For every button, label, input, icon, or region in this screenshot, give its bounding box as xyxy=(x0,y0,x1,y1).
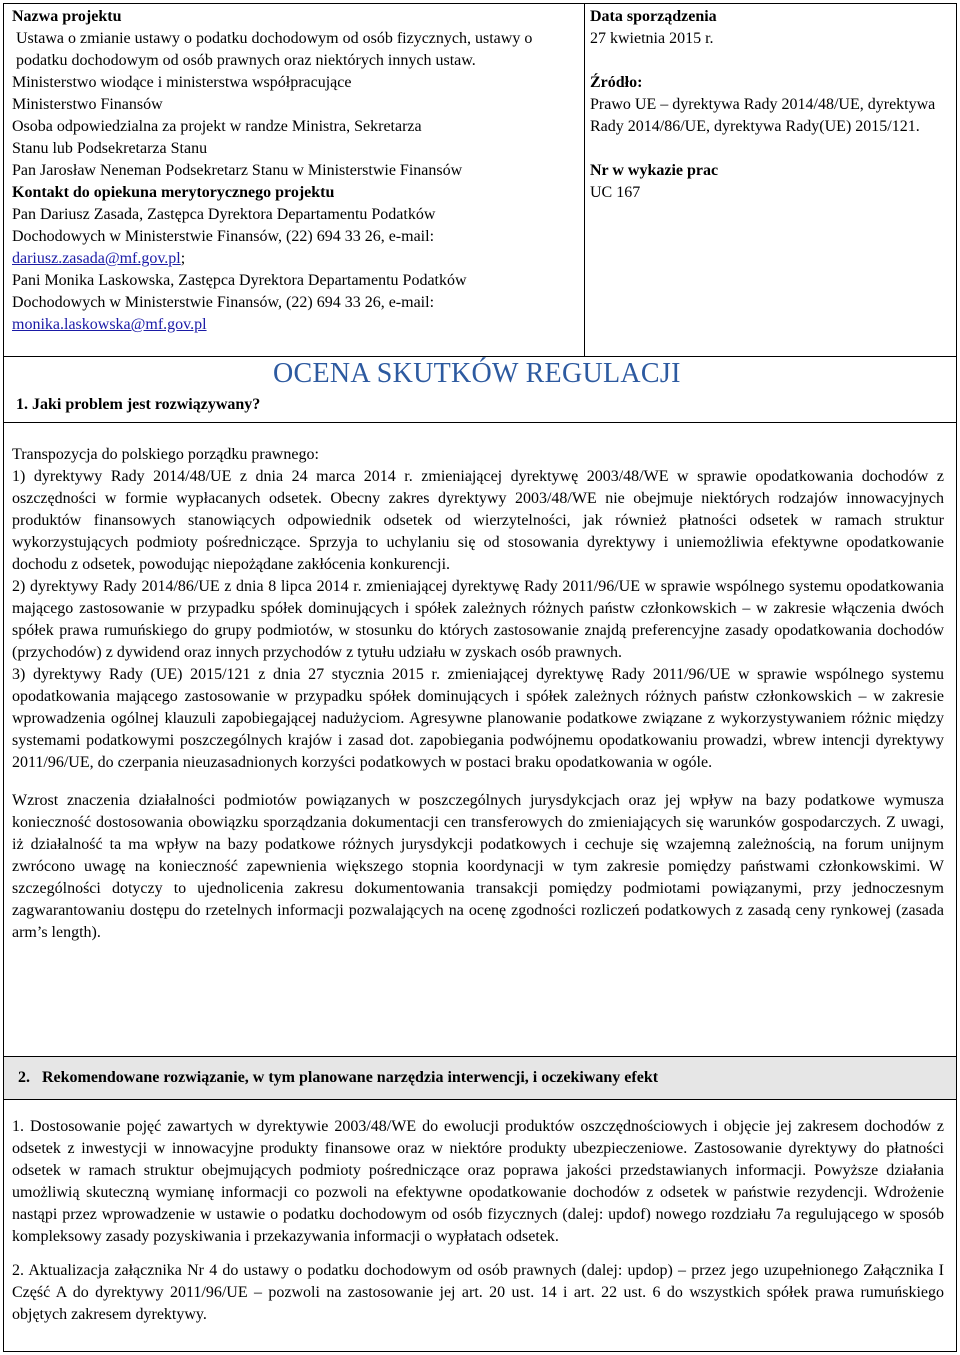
data-value: 27 kwietnia 2015 r. xyxy=(590,30,714,47)
header-column-divider xyxy=(584,4,585,356)
kontakt-label: Kontakt do opiekuna merytorycznego projektu xyxy=(12,184,335,201)
kontakt-1-email-link[interactable]: dariusz.zasada@mf.gov.pl xyxy=(12,250,181,267)
ocena-title: OCENA SKUTKÓW REGULACJI xyxy=(273,358,681,389)
ministerstwo-label: Ministerstwo wiodące i ministerstwa współpracujące xyxy=(12,74,352,91)
header-left xyxy=(12,6,582,336)
kontakt-2-email-link[interactable]: monika.laskowska@mf.gov.pl xyxy=(12,316,207,333)
osoba-label-2: Stanu lub Podsekretarza Stanu xyxy=(12,140,208,157)
kontakt-2-email-row xyxy=(12,314,582,336)
section1-heading-rule xyxy=(4,422,956,423)
section1-para-item1: 1) dyrektywy Rady 2014/48/UE z dnia 24 marca 2014 r. zmieniającej dyrektywę 2003/48/WE w sprawie opodatkowania dochodów z oszczędności w formie wypłacanych odsetek. Obecny zakres dyrektywy 2003/48/WE nie obejmuje niektórych rodzajów innowacyjnych produktów finansowych stanowiących odpowiednik odsetek od wierzytelności, jak również płatności odsetek w ramach struktur wykorzystujących podmioty pośredniczące. Sprzyja to uchylaniu się od stosowania dyrektywy i uniemożliwia efektywne opodatkowanie dochodu z odsetek, powodując niepożądane zakłócenia konkurencji. xyxy=(12,468,944,573)
kontakt-2-line2: Dochodowych w Ministerstwie Finansów, (22) 694 33 26, e-mail: xyxy=(12,294,435,311)
document-page xyxy=(3,3,957,1352)
kontakt-1-email-row xyxy=(12,248,582,270)
ministerstwo-value: Ministerstwo Finansów xyxy=(12,96,163,113)
section1-body xyxy=(12,444,944,944)
osoba-label-1: Osoba odpowiedzialna za projekt w randze Ministra, Sekretarza xyxy=(12,118,422,135)
header-right xyxy=(590,6,950,204)
data-label: Data sporządzenia xyxy=(590,8,717,25)
kontakt-1-separator: ; xyxy=(180,250,186,267)
section2-para-2: 2. Aktualizacja załącznika Nr 4 do ustawy o podatku dochodowym od osób prawnych (dalej: updop) – przez jego uzupełnionego Załącznika I Część A do dyrektywy 2011/96/UE – pozwoli na zastosowanie jej art. 20 ust. 14 i art. 22 ust. 6 do wszystkich spółek prawa rumuńskiego objętych zakresem dyrektywy. xyxy=(12,1262,944,1323)
kontakt-1-line1: Pan Dariusz Zasada, Zastępca Dyrektora Departamentu Podatków xyxy=(12,206,436,223)
section2-heading-rule xyxy=(4,1099,956,1100)
section1-para-item3: 3) dyrektywy Rady (UE) 2015/121 z dnia 27 stycznia 2015 r. zmieniającej dyrektywę Rady 2011/96/UE w sprawie wspólnego systemu opodatkowania mającego zastosowanie w przypadku spółek dominujących i spółek zależnych różnych państw członkowskich – w zakresie wprowadzenia ogólnej klauzuli zapobiegającej nadużyciom. Agresywne planowanie podatkowe związane z wykorzystywaniem różnic między systemami podatkowymi poszczególnych krajów i zasad dot. zapobiegania podwójnemu opodatkowaniu prowadzi, wbrew intencji dyrektywy 2011/96/UE, do czerpania nieuzasadnionych korzyści podatkowych w postaci braku opodatkowania w ogóle. xyxy=(12,666,944,771)
section2-body xyxy=(12,1116,944,1326)
nr-label: Nr w wykazie prac xyxy=(590,162,719,179)
section1-para-intro: Transpozycja do polskiego porządku prawnego: xyxy=(12,446,319,463)
nazwa-label: Nazwa projektu xyxy=(12,8,122,25)
nazwa-value: Ustawa o zmianie ustawy o podatku dochodowym od osób fizycznych, ustawy o podatku dochodowym od osób prawnych oraz niektórych innych ustaw. xyxy=(16,30,533,69)
nr-value: UC 167 xyxy=(590,184,641,201)
osoba-value: Pan Jarosław Neneman Podsekretarz Stanu w Ministerstwie Finansów xyxy=(12,162,463,179)
zrodlo-label: Źródło: xyxy=(590,74,643,91)
section1-para-transfer: Wzrost znaczenia działalności podmiotów powiązanych w poszczególnych jurysdykcjach oraz jej wpływ na bazy podatkowe wymusza konieczność dostosowania obowiązku sporządzania dokumentacji cen transferowych do zmieniających się warunków gospodarczych. Z uwagi, iż działalność ta ma wpływ na bazy podatkowe różnych jurysdykcji podatkowych i cechuje się wzajemną zależnością, na forum unijnym zwrócono uwagę na konieczność zapewnienia większego stopnia koordynacji w tym zakresie pomiędzy państwami członkowskimi. W szczególności dotyczy to ujednolicenia zakresu dokumentowania transakcji pomiędzy podmiotami powiązanymi, przy jednoczesnym zagwarantowaniu dostępu do rzetelnych informacji pozwalających na ocenę zgodności rozliczeń podatkowych z zasadą ceny rynkowej (zasada arm’s length). xyxy=(12,792,944,941)
section2-heading-number: 2. xyxy=(18,1069,30,1086)
zrodlo-value: Prawo UE – dyrektywa Rady 2014/48/UE, dyrektywa Rady 2014/86/UE, dyrektywa Rady(UE) 2015/121. xyxy=(590,96,936,135)
section2-para-1: 1. Dostosowanie pojęć zawartych w dyrektywie 2003/48/WE do ewolucji produktów oszczędnościowych i objęcie jej zakresem dochodów z odsetek z inwestycji w innowacyjne produkty finansowe oraz w niektóre produkty ubezpieczeniowe. Zastosowanie dyrektywy do płatności odsetek w ramach struktur obejmujących podmioty pośredniczące oraz poprawa jakości przedstawianych informacji. Powyższe działania umożliwią skuteczną wymianę informacji co pozwoli na efektywne opodatkowanie dochodów z odsetek w państwie rezydencji. Wdrożenie nastąpi przez wprowadzenie w ustawie o podatku dochodowym od osób fizycznych (dalej: updof) nowego rozdziału 7a regulującego w sposób kompleksowy zasady pozyskiwania i przekazywania informacji o wypłatach odsetek. xyxy=(12,1118,944,1245)
section1-heading: 1. Jaki problem jest rozwiązywany? xyxy=(16,396,261,413)
section2-heading-text: Rekomendowane rozwiązanie, w tym planowane narzędzia interwencji, i oczekiwany efekt xyxy=(42,1069,659,1086)
section2-heading xyxy=(18,1067,938,1089)
section1-para-item2: 2) dyrektywy Rady 2014/86/UE z dnia 8 lipca 2014 r. zmieniającej dyrektywę Rady 2011/96/UE w sprawie wspólnego systemu opodatkowania mającego zastosowanie w przypadku spółek dominujących i spółek zależnych różnych państw członkowskich – w zakresie włączenia dwóch spółek prawa rumuńskiego do grupy podmiotów, w stosunku do których zastosowanie znajdą preferencyjne zasady opodatkowania dochodów (przychodów) z dywidend oraz innych przychodów z tytułu udziału w zyskach osób prawnych. xyxy=(12,578,944,661)
kontakt-2-line1: Pani Monika Laskowska, Zastępca Dyrektora Departamentu Podatków xyxy=(12,272,467,289)
kontakt-1-line2: Dochodowych w Ministerstwie Finansów, (22) 694 33 26, e-mail: xyxy=(12,228,435,245)
